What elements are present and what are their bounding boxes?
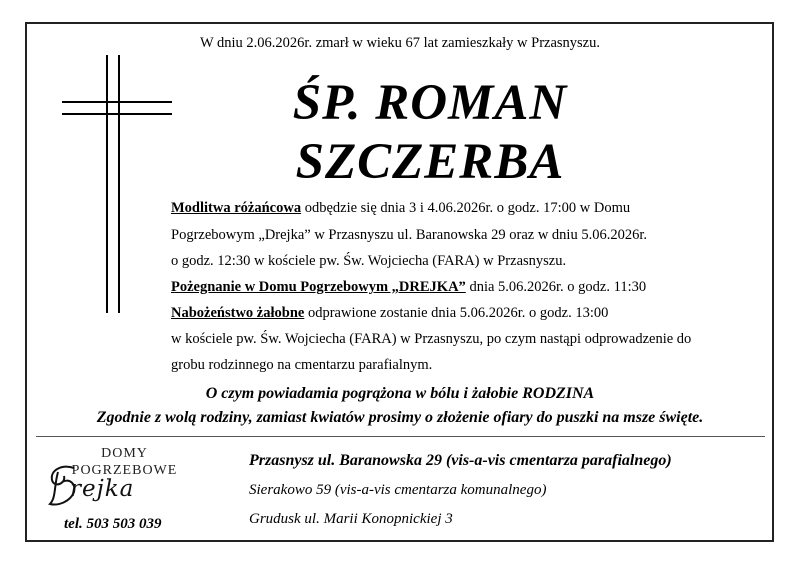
deceased-name-line2: SZCZERBA <box>295 134 565 190</box>
logo-line1: DOMY <box>101 446 148 461</box>
rosary-line1: Modlitwa różańcowa odbędzie się dnia 3 i 4.06.2026r. o godz. 17:00 w Domu <box>171 200 631 216</box>
mass-label: Nabożeństwo żałobne <box>171 305 305 321</box>
mass-line2: w kościele pw. Św. Wojciecha (FARA) w Przasnyszu, po czym nastąpi odprowadzenie do <box>171 331 692 347</box>
address-sierakowo: Sierakowo 59 (vis-a-vis cmentarza komunalnego) <box>249 482 547 498</box>
address-main: Przasnysz ul. Baranowska 29 (vis-a-vis cmentarza parafialnego) <box>249 452 672 469</box>
farewell-label: Pożegnanie w Domu Pogrzebowym „DREJKA” <box>171 279 466 295</box>
address-grudusk: Grudusk ul. Marii Konopnickiej 3 <box>249 511 453 527</box>
logo-line2: POGRZEBOWE <box>71 463 178 478</box>
mass-line1: Nabożeństwo żałobne odprawione zostanie dnia 5.06.2026r. o godz. 13:00 <box>171 305 609 321</box>
farewell-line: Pożegnanie w Domu Pogrzebowym „DREJKA” dnia 5.06.2026r. o godz. 11:30 <box>171 279 647 295</box>
rosary-line3: o godz. 12:30 w kościele pw. Św. Wojciecha (FARA) w Przasnyszu. <box>171 253 567 269</box>
donation-request: Zgodnie z wolą rodziny, zamiast kwiatów prosimy o złożenie ofiary do puszki na msze święte. <box>96 409 704 426</box>
mass-line3: grobu rodzinnego na cmentarzu parafialnym. <box>171 357 433 373</box>
deceased-name-line1: ŚP. ROMAN <box>292 75 568 131</box>
rosary-line2: Pogrzebowym „Drejka” w Przasnyszu ul. Baranowska 29 oraz w dniu 5.06.2026r. <box>171 227 647 243</box>
intro-text: W dniu 2.06.2026r. zmarł w wieku 67 lat zamieszkały w Przasnyszu. <box>199 35 600 51</box>
family-closing: O czym powiadamia pogrążona w bólu i żałobie RODZINA <box>205 385 595 402</box>
rosary-label: Modlitwa różańcowa <box>171 200 302 216</box>
footer-divider <box>36 436 765 437</box>
phone-number: tel. 503 503 039 <box>64 516 162 532</box>
logo-script-text: rejka <box>70 476 135 502</box>
